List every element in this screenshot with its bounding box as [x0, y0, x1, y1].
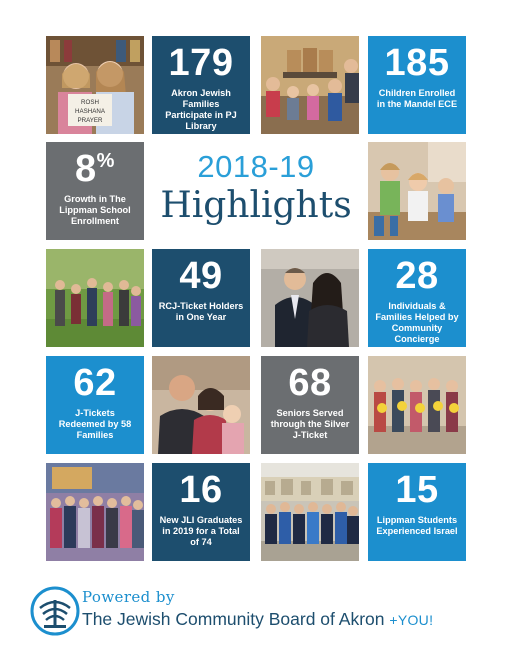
tile-community-concierge — [368, 249, 466, 347]
jewish-community-board-logo-icon — [30, 586, 80, 636]
tile-rcj-ticket — [152, 249, 250, 347]
page-title — [152, 142, 360, 240]
percent-sign: % — [96, 150, 115, 172]
stat-caption: Growth in The Lippman School Enrollment — [59, 194, 131, 226]
photo-kids-with-bags — [261, 36, 359, 134]
photo-girls-rosh-hashana — [46, 36, 144, 134]
plus-you-tagline: +YOU! — [389, 612, 434, 628]
stat-number: 15 — [395, 469, 439, 511]
sign-line-2: HASHANA — [75, 108, 105, 115]
stat-number-value: 8 — [75, 148, 97, 190]
stat-caption: J-Tickets Redeemed by 58 Families — [58, 408, 132, 440]
photo-couple-portrait — [261, 249, 359, 347]
tile-j-tickets — [46, 356, 144, 454]
photo-seniors-flowers — [368, 356, 466, 454]
stat-number: 62 — [73, 362, 117, 404]
title-year: 2018-19 — [197, 149, 315, 184]
powered-by-label: Powered by — [82, 588, 175, 606]
sign-line-1: ROSH — [81, 99, 99, 106]
stat-caption: Lippman Students Experienced Israel — [376, 515, 458, 536]
stat-number: 185 — [384, 42, 450, 84]
photo-children-playing — [368, 142, 466, 240]
tile-jli-graduates — [152, 463, 250, 561]
photo-jli-graduates — [46, 463, 144, 561]
tile-pj-library — [152, 36, 250, 134]
photo-family-hug — [152, 356, 250, 454]
tile-lippman-israel — [368, 463, 466, 561]
tile-lippman-growth — [46, 142, 144, 240]
title-heading: Highlights — [160, 185, 352, 226]
photo-group-outdoors — [46, 249, 144, 347]
tile-silver-j-ticket — [261, 356, 359, 454]
footer — [30, 586, 500, 636]
stat-number — [46, 150, 144, 188]
stat-caption: Children Enrolled in the Mandel ECE — [376, 88, 458, 109]
stat-caption: Seniors Served through the Silver J-Ticket — [270, 408, 350, 440]
tile-mandel-ece — [368, 36, 466, 134]
organization-name-text: The Jewish Community Board of Akron — [82, 609, 385, 629]
stat-caption: New JLI Graduates in 2019 for a Total of 74 — [159, 515, 243, 547]
stat-number: 49 — [179, 255, 223, 297]
stat-number: 68 — [288, 362, 332, 404]
stat-caption: Akron Jewish Families Participate in PJ Library — [165, 88, 237, 131]
sign-line-3: PRAYER — [77, 117, 103, 124]
stat-caption: Individuals & Families Helped by Community Concierge — [375, 301, 459, 344]
stat-number: 28 — [395, 255, 439, 297]
stat-number: 179 — [168, 42, 234, 84]
photo-students-israel — [261, 463, 359, 561]
organization-name — [82, 609, 433, 630]
stat-caption: RCJ-Ticket Holders in One Year — [158, 301, 244, 322]
stat-number: 16 — [179, 469, 223, 511]
